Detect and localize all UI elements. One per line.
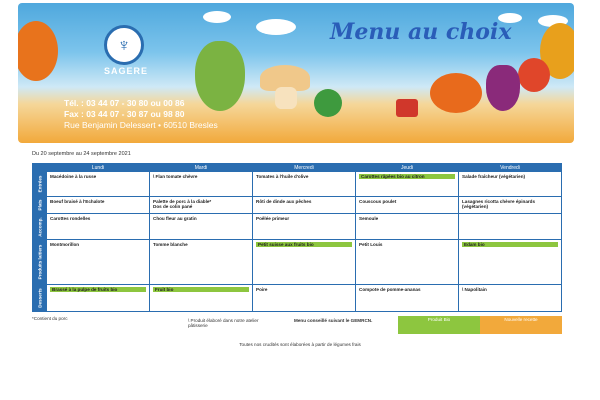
- menu-cell: [459, 214, 562, 240]
- bio-dish: Fruit bio: [153, 287, 249, 292]
- menu-cell: [47, 285, 150, 312]
- menu-cell: [459, 197, 562, 214]
- dish: Compote de pomme-ananas: [359, 287, 421, 292]
- header-banner: [18, 3, 574, 143]
- menu-cell: [150, 214, 253, 240]
- grapes-icon: [486, 65, 520, 111]
- menu-cell: [47, 197, 150, 214]
- tel-line: Tél. : 03 44 07 - 30 80 ou 00 86: [64, 98, 185, 108]
- mushroom-stem-icon: [275, 87, 297, 109]
- menu-cell: [150, 285, 253, 312]
- menu-cell: [356, 285, 459, 312]
- dish: Dos de colin pané: [153, 204, 193, 209]
- bio-dish: Edam bio: [462, 242, 558, 247]
- dish: Montmorillon: [50, 242, 80, 247]
- menu-cell: [150, 172, 253, 197]
- bio-dish: Carottes râpées bio au citron: [359, 174, 455, 179]
- row-label-text: Produits laitiers: [37, 244, 42, 280]
- fax-line: Fax : 03 44 07 - 30 87 ou 98 80: [64, 109, 185, 119]
- row-label: [33, 285, 47, 312]
- menu-row: [33, 197, 562, 214]
- menu-cell: [47, 172, 150, 197]
- dish: Carottes rondelles: [50, 216, 91, 221]
- bio-dish: Petit suisse aux fruits bio: [256, 242, 352, 247]
- dish: Tomates à l'huile d'olive: [256, 174, 309, 179]
- sagere-logo-icon: ♆: [104, 25, 144, 65]
- row-label-text: Desserts: [37, 288, 42, 308]
- gemrcn-note: Menu conseillé suivant le GEMRCN.: [294, 318, 373, 323]
- bottom-note: Toutes nos crudités sont élaborées à partir de légumes frais: [239, 342, 361, 347]
- menu-cell: [459, 240, 562, 285]
- menu-cell: [356, 214, 459, 240]
- cloud: [203, 11, 231, 23]
- dish: Macédoine à la russe: [50, 174, 97, 179]
- menu-row: [33, 240, 562, 285]
- menu-row: [33, 172, 562, 197]
- dish: Couscous poulet: [359, 199, 397, 204]
- menu-cell: [459, 285, 562, 312]
- day-header: Vendredi: [459, 164, 562, 172]
- dish: Tomme blanche: [153, 242, 188, 247]
- day-header: Lundi: [47, 164, 150, 172]
- menu-title: Menu au choix: [330, 19, 512, 45]
- autumn-tree-left: [18, 21, 58, 81]
- menu-cell: [253, 285, 356, 312]
- dish: Rôti de dinde aux pêches: [256, 199, 312, 204]
- tractor-icon: [396, 99, 418, 117]
- logo-name: SAGERE: [103, 66, 148, 76]
- day-header: Mardi: [150, 164, 253, 172]
- date-range: Du 20 septembre au 24 septembre 2021: [32, 151, 131, 157]
- menu-table: [32, 163, 562, 312]
- cloud: [256, 19, 296, 35]
- dish: Poêlée primeur: [256, 216, 290, 221]
- bio-legend: Produit Bio: [398, 316, 480, 334]
- dish: Chou fleur au gratin: [153, 216, 197, 221]
- cabbage-icon: [314, 89, 342, 117]
- note-porc: *Contient du porc: [32, 316, 68, 321]
- row-label-text: Accomp.: [37, 216, 42, 237]
- day-header: Jeudi: [356, 164, 459, 172]
- dish: Boeuf braisé à l'Echalote: [50, 199, 105, 204]
- table-header-row: [33, 164, 562, 172]
- menu-cell: [253, 214, 356, 240]
- row-label: [33, 172, 47, 197]
- dish: Semoule: [359, 216, 379, 221]
- menu-cell: [150, 197, 253, 214]
- dish: Palette de porc à la diable*: [153, 199, 212, 204]
- dish: \ Napolitain: [462, 287, 487, 292]
- menu-cell: [356, 172, 459, 197]
- dish: Salade fraîcheur (végétarien): [462, 174, 526, 179]
- footer-legend: [32, 316, 562, 334]
- dish: Petit Louis: [359, 242, 383, 247]
- dish: \ Flan tomate chèvre: [153, 174, 198, 179]
- menu-cell: [356, 197, 459, 214]
- row-label: [33, 240, 47, 285]
- dish: Lasagnes ricotta chèvre épinards (végétarien): [462, 199, 536, 209]
- menu-row: [33, 285, 562, 312]
- autumn-tree-right: [518, 58, 550, 92]
- menu-cell: [47, 240, 150, 285]
- bio-dish: Brassé à la pulpe de fruits bio: [50, 287, 146, 292]
- row-label: [33, 197, 47, 214]
- address-line: Rue Benjamin Delessert • 60510 Bresles: [64, 120, 218, 130]
- menu-cell: [150, 240, 253, 285]
- pumpkin-icon: [430, 73, 482, 113]
- day-header: Mercredi: [253, 164, 356, 172]
- menu-cell: [253, 197, 356, 214]
- menu-cell: [459, 172, 562, 197]
- menu-cell: [356, 240, 459, 285]
- row-label: [33, 214, 47, 240]
- menu-row: [33, 214, 562, 240]
- pear-icon: [195, 41, 245, 111]
- table-corner: [33, 164, 47, 172]
- new-recipe-legend: Nouvelle recette: [480, 316, 562, 334]
- row-label-text: Plats: [37, 199, 42, 211]
- dish: Poire: [256, 287, 268, 292]
- menu-cell: [47, 214, 150, 240]
- menu-cell: [253, 172, 356, 197]
- row-label-text: Entrées: [37, 175, 42, 193]
- note-atelier: \ Produit élaboré dans notre atelier pâtisserie: [188, 318, 259, 328]
- menu-cell: [253, 240, 356, 285]
